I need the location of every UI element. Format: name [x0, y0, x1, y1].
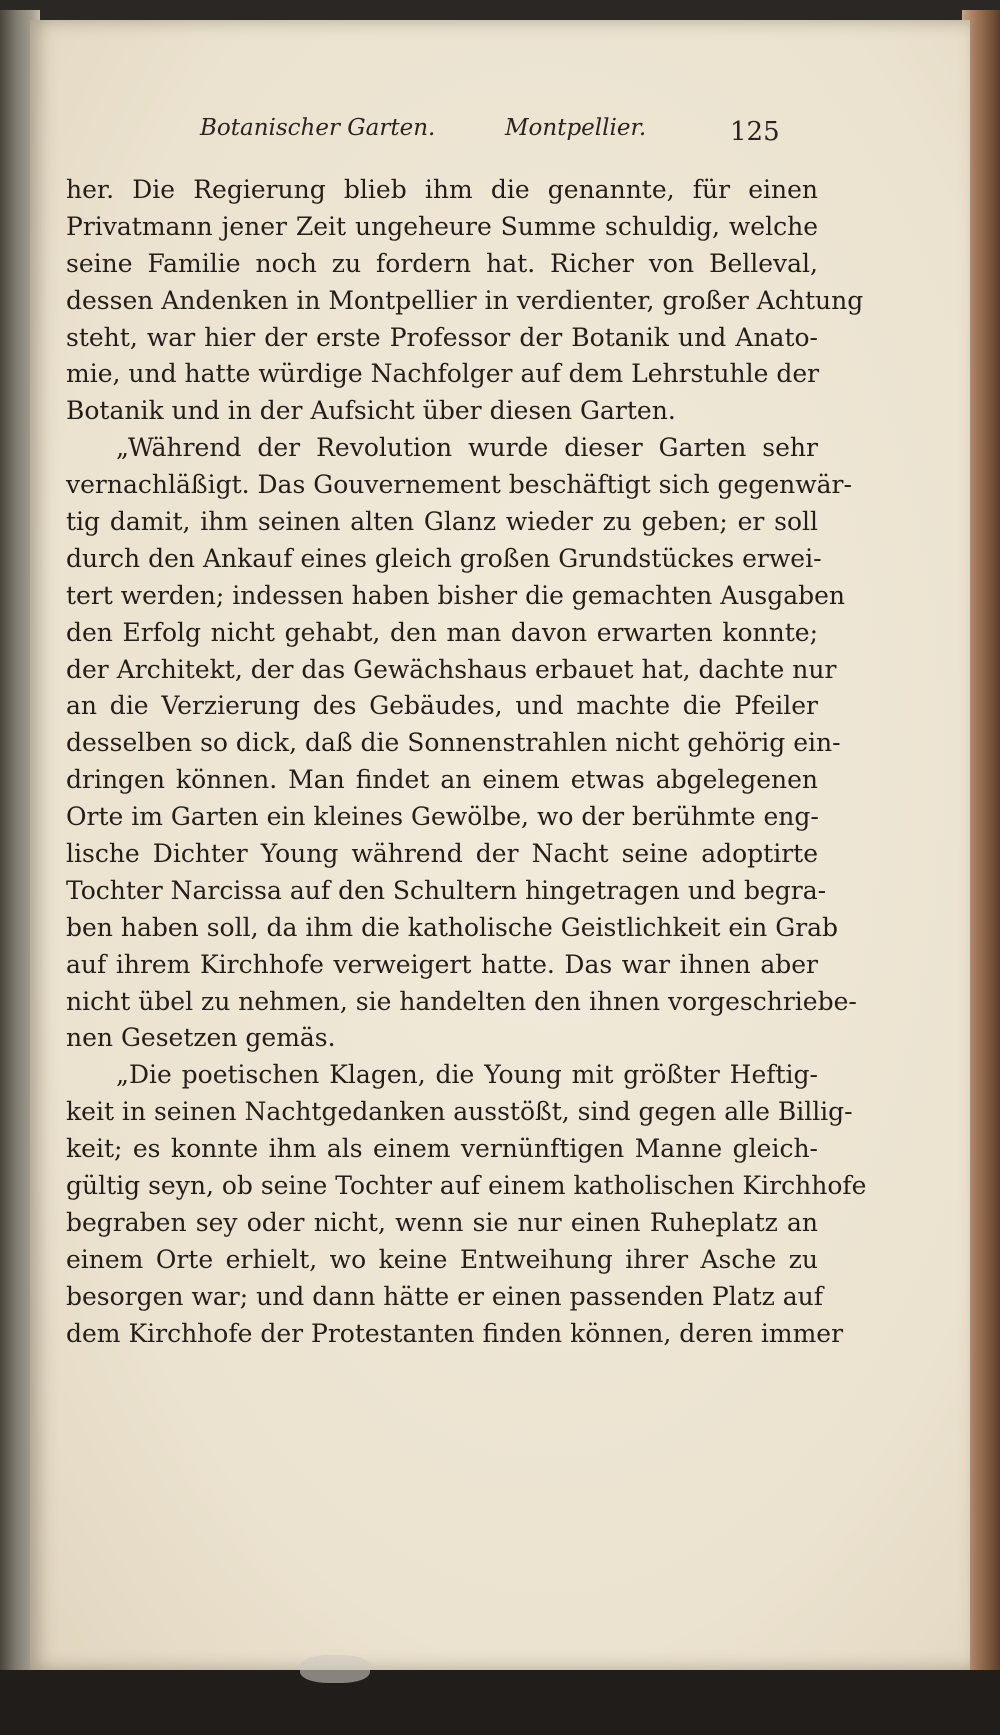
- text-line: keit in seinen Nachtgedanken ausstößt, sind gegen alle Billig-: [66, 1097, 853, 1127]
- text-line: auf ihrem Kirchhofe verweigert hatte. Das war ihnen aber: [66, 949, 818, 979]
- text-line: tert werden; indessen haben bisher die gemachten Ausgaben: [66, 580, 846, 610]
- text-line: begraben sey oder nicht, wenn sie nur einen Ruheplatz an: [66, 1207, 818, 1237]
- text-line: ben haben soll, da ihm die katholische Geistlichkeit ein Grab: [66, 912, 839, 942]
- text-line: dem Kirchhofe der Protestanten finden können, deren immer: [66, 1318, 844, 1348]
- text-line: Privatmann jener Zeit ungeheure Summe schuldig, welche: [66, 211, 818, 241]
- text-line: besorgen war; und dann hätte er einen passenden Platz auf: [66, 1281, 824, 1311]
- text-line: Orte im Garten ein kleines Gewölbe, wo der berühmte eng-: [66, 802, 819, 832]
- text-line: an die Verzierung des Gebäudes, und machte die Pfeiler: [66, 691, 818, 721]
- page-number: 125: [730, 117, 780, 147]
- text-line: nicht übel zu nehmen, sie handelten den ihnen vorgeschriebe-: [66, 986, 857, 1016]
- text-line: „Während der Revolution wurde dieser Garten sehr: [116, 433, 818, 463]
- running-header: [170, 115, 820, 155]
- text-line: lische Dichter Young während der Nacht seine adoptirte: [66, 839, 818, 869]
- text-line: dessen Andenken in Montpellier in verdienter, großer Achtung: [66, 285, 864, 315]
- text-line: desselben so dick, daß die Sonnenstrahlen nicht gehörig ein-: [66, 728, 841, 758]
- text-line: dringen können. Man findet an einem etwas abgelegenen: [66, 765, 818, 795]
- text-line: Tochter Narcissa auf den Schultern hingetragen und begra-: [66, 875, 827, 905]
- text-line: den Erfolg nicht gehabt, den man davon erwarten konnte;: [66, 617, 818, 647]
- text-line: „Die poetischen Klagen, die Young mit größter Heftig-: [116, 1060, 818, 1090]
- page-clip: [300, 1655, 370, 1683]
- text-line: nen Gesetzen gemäs.: [66, 1023, 336, 1053]
- text-line: Botanik und in der Aufsicht über diesen Garten.: [66, 396, 676, 426]
- text-line: seine Familie noch zu fordern hat. Richer von Belleval,: [66, 248, 818, 278]
- running-head-left: Botanischer Garten.: [200, 115, 436, 141]
- text-line: der Architekt, der das Gewächshaus erbauet hat, dachte nur: [66, 654, 837, 684]
- text-line: mie, und hatte würdige Nachfolger auf dem Lehrstuhle der: [66, 359, 820, 389]
- scan-border-bottom: [0, 1670, 1000, 1735]
- text-line: her. Die Regierung blieb ihm die genannte, für einen: [66, 175, 818, 204]
- text-line: einem Orte erhielt, wo keine Entweihung ihrer Asche zu: [66, 1244, 818, 1274]
- running-head-right: Montpellier.: [505, 115, 647, 141]
- text-line: steht, war hier der erste Professor der Botanik und Anato-: [66, 322, 818, 352]
- text-line: keit; es konnte ihm als einem vernünftigen Manne gleich-: [66, 1134, 818, 1164]
- text-line: durch den Ankauf eines gleich großen Grundstückes erwei-: [66, 543, 822, 573]
- text-line: gültig seyn, ob seine Tochter auf einem katholischen Kirchhofe: [66, 1171, 867, 1201]
- text-line: tig damit, ihm seinen alten Glanz wieder zu geben; er soll: [66, 507, 818, 537]
- page-body-text: [66, 172, 867, 1353]
- text-line: vernachläßigt. Das Gouvernement beschäftigt sich gegenwär-: [66, 470, 852, 500]
